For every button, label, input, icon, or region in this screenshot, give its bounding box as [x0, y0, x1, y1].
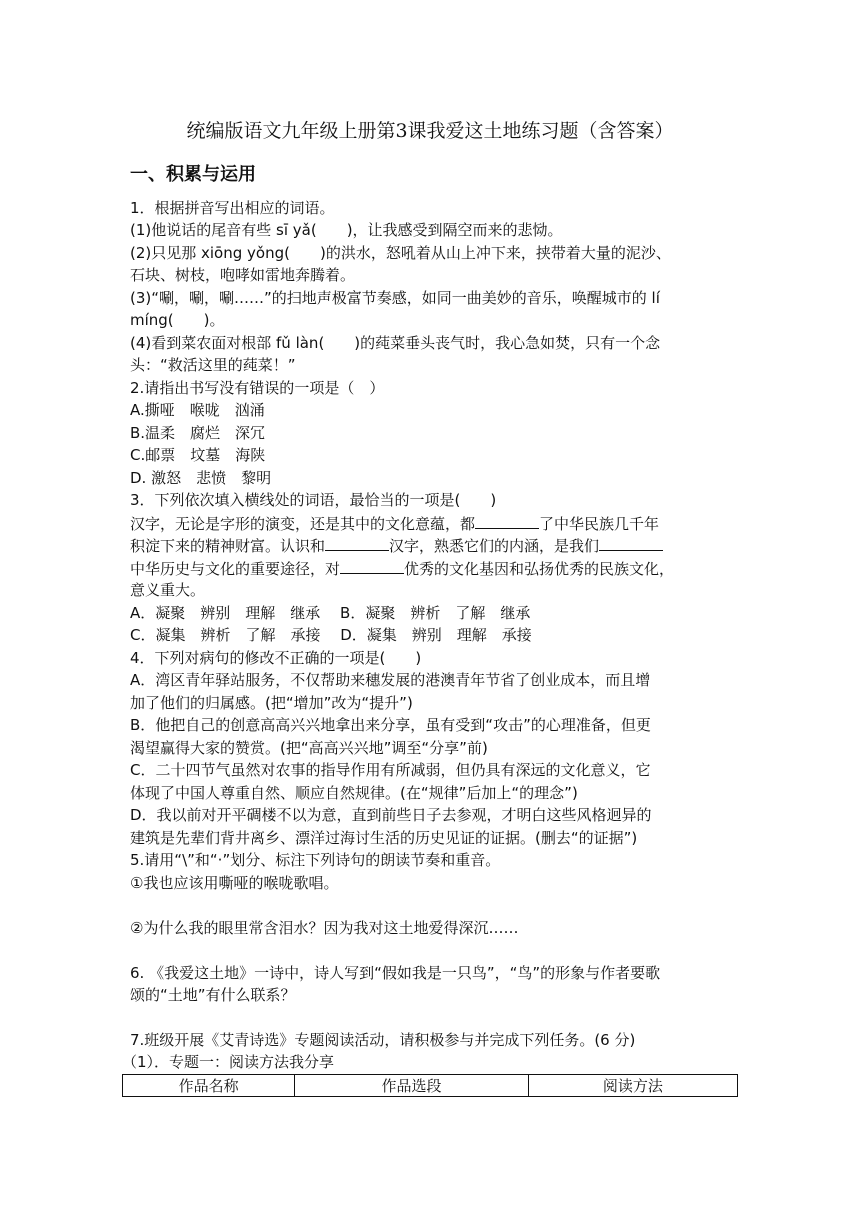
q3-stem: 3．下列依次填入横线处的词语，最恰当的一项是( )	[130, 491, 497, 509]
q1-item-3: (3)“唰，唰，唰……”的扫地声极富节奏感，如同一曲美妙的音乐，唤醒城市的 lí	[130, 289, 660, 307]
q5-line-2: ②为什么我的眼里常含泪水？因为我对这土地爱得深沉……	[130, 919, 519, 937]
q4-option-d: D．我以前对开平碉楼不以为意，直到前些日子去参观，才明白这些风格迥异的	[130, 806, 652, 824]
table-header-cell: 阅读方法	[528, 1075, 737, 1097]
q5-line-1: ①我也应该用嘶哑的喉咙歌唱。	[130, 874, 339, 892]
q4-option-b-cont: 渴望赢得大家的赞赏。(把“高高兴兴地”调至“分享”前)	[130, 739, 488, 757]
q2-option-b: B.温柔 腐烂 深冗	[130, 424, 266, 442]
q4-option-d-cont: 建筑是先辈们背井离乡、漂洋过海讨生活的历史见证的证据。(删去“的证据”)	[130, 829, 638, 847]
table-header-cell: 作品名称	[123, 1075, 295, 1097]
table-header-row	[123, 1075, 738, 1097]
q4-option-c-cont: 体现了中国人尊重自然、顺应自然规律。(在“规律”后加上“的理念”)	[130, 784, 578, 802]
reading-method-table	[122, 1074, 738, 1097]
q2-option-d: D. 激怒 悲愤 黎明	[130, 469, 272, 487]
q4-option-c: C．二十四节气虽然对农事的指导作用有所减弱，但仍具有深远的文化意义，它	[130, 761, 651, 779]
q3-passage-line-2: 积淀下来的精神财富。认识和 汉字，熟悉它们的内涵，是我们	[130, 535, 663, 556]
q5-stem: 5.请用“\”和“·”划分、标注下列诗句的朗读节奏和重音。	[130, 851, 501, 869]
fill-blank	[599, 535, 663, 551]
q1-item-1: (1)他说话的尾音有些 sī yǎ( )，让我感受到隔空而来的悲恸。	[130, 221, 563, 239]
q3-options-2: C．凝集 辨析 了解 承接 D．凝集 辨别 理解 承接	[130, 626, 532, 644]
q2-option-c: C.邮票 坟墓 海陕	[130, 446, 266, 464]
q2-stem: 2.请指出书写没有错误的一项是（ ）	[130, 379, 385, 397]
q6-line-1: 6. 《我爱这土地》一诗中，诗人写到“假如我是一只鸟”，“鸟”的形象与作者要歌	[130, 964, 661, 982]
q4-option-a-cont: 加了他们的归属感。(把“增加”改为“提升”)	[130, 694, 413, 712]
q7-line-2: （1）．专题一：阅读方法我分享	[122, 1053, 335, 1071]
q3-passage-line-4: 意义重大。	[130, 581, 206, 599]
q1-item-4-cont: 头：“救活这里的莼菜！”	[130, 356, 296, 374]
section-heading: 一、积累与运用	[130, 164, 256, 185]
q3-passage-line-3: 中华历史与文化的重要途径，对 优秀的文化基因和弘扬优秀的民族文化，	[130, 560, 675, 578]
q3-options-1: A．凝聚 辨别 理解 继承 B．凝聚 辨析 了解 继承	[130, 604, 531, 622]
q1-item-3-cont: míng( )。	[130, 311, 225, 329]
q1-stem: 1．根据拼音写出相应的词语。	[130, 199, 335, 217]
table-header-cell: 作品选段	[295, 1075, 529, 1097]
fill-blank	[340, 558, 404, 574]
q2-option-a: A.撕哑 喉咙 汹涌	[130, 401, 265, 419]
q4-option-b: B．他把自己的创意高高兴兴地拿出来分享，虽有受到“攻击”的心理准备，但更	[130, 716, 651, 734]
fill-blank	[325, 535, 389, 551]
q7-line-1: 7.班级开展《艾青诗选》专题阅读活动，请积极参与并完成下列任务。(6 分)	[130, 1031, 636, 1049]
q1-item-4: (4)看到菜农面对根部 fǔ làn( )的莼菜垂头丧气时，我心急如焚，只有一个念	[130, 334, 661, 352]
q6-line-2: 颂的“土地”有什么联系？	[130, 986, 296, 1004]
q1-item-2-cont: 石块、树枝，咆哮如雷地奔腾着。	[130, 266, 356, 284]
q1-item-2: (2)只见那 xiōng yǒng( )的洪水，怒吼着从山上冲下来，挟带着大量的泥沙、	[130, 244, 671, 262]
q4-option-a: A．湾区青年驿站服务，不仅帮助来穗发展的港澳青年节省了创业成本，而且增	[130, 671, 651, 689]
q3-passage-line-1: 汉字，无论是字形的演变，还是其中的文化意蕴，都 了中华民族几千年	[130, 515, 660, 533]
fill-blank	[475, 513, 539, 529]
q4-stem: 4．下列对病句的修改不正确的一项是( )	[130, 649, 422, 667]
document-title: 统编版语文九年级上册第3课我爱这土地练习题（含答案）	[186, 120, 674, 142]
